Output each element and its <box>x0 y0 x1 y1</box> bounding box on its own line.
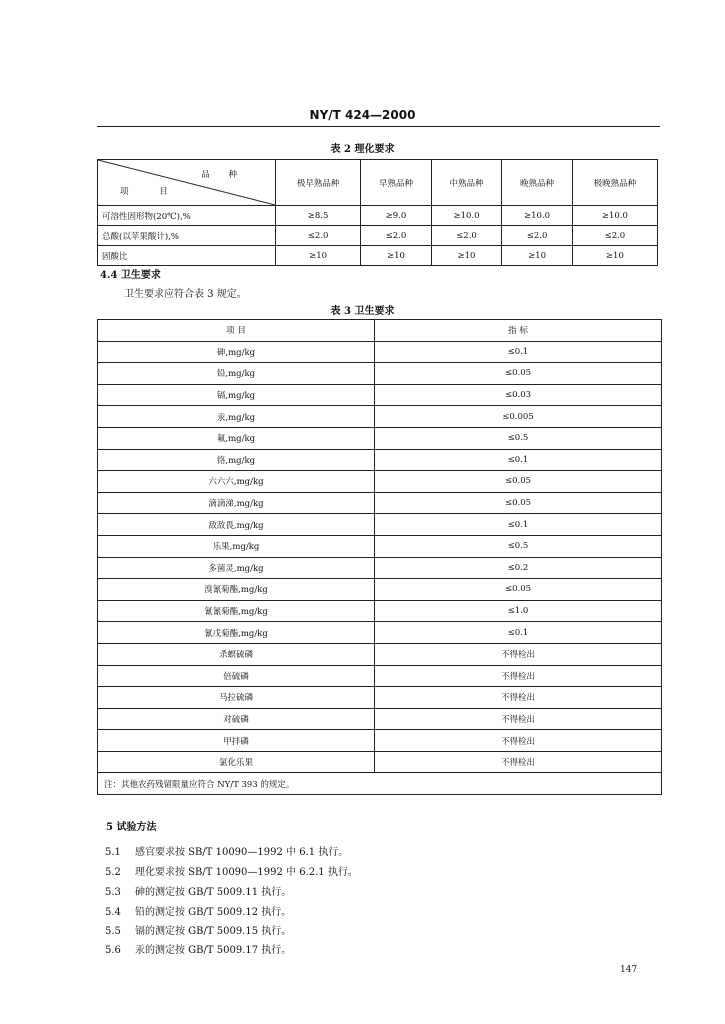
row-item: 总酸(以苹果酸计),% <box>98 226 276 246</box>
table-row <box>98 363 662 385</box>
row-item: 氰氰菊酯,mg/kg <box>98 600 375 622</box>
table-note-row <box>98 773 662 795</box>
table-row <box>98 449 662 471</box>
table3 <box>97 319 662 795</box>
item-number: 5.2 <box>105 867 121 878</box>
table-note: 注：其他农药残留限量应符合 NY/T 393 的规定。 <box>98 773 662 795</box>
row-value: ≤0.5 <box>375 427 662 449</box>
row-item: 固酸比 <box>98 246 276 266</box>
row-value: ≥9.0 <box>361 206 432 226</box>
item-text: 理化要求按 SB/T 10090—1992 中 6.2.1 执行。 <box>135 867 358 878</box>
row-item: 马拉硫磷 <box>98 687 375 709</box>
table-row <box>98 226 658 246</box>
row-value: ≤0.1 <box>375 622 662 644</box>
table-row <box>98 341 662 363</box>
table-row <box>98 708 662 730</box>
column-header: 早熟品种 <box>361 160 432 206</box>
table-row <box>98 246 658 266</box>
table-row <box>98 665 662 687</box>
item-number: 5.1 <box>105 847 121 858</box>
list-item <box>105 883 291 898</box>
row-value: ≥10.0 <box>431 206 502 226</box>
row-item: 六六六,mg/kg <box>98 471 375 493</box>
column-header-value: 指 标 <box>375 320 662 342</box>
row-item: 氯化乐果 <box>98 751 375 773</box>
row-value: ≤0.1 <box>375 514 662 536</box>
row-value: ≤1.0 <box>375 600 662 622</box>
row-value: 不得检出 <box>375 730 662 752</box>
header-item-label: 项 目 <box>120 187 182 197</box>
row-value: 不得检出 <box>375 687 662 709</box>
row-value: 不得检出 <box>375 708 662 730</box>
row-value: ≥10 <box>502 246 573 266</box>
row-value: ≤0.005 <box>375 406 662 428</box>
table2-caption: 表 2 理化要求 <box>330 144 395 155</box>
table-row <box>98 492 662 514</box>
table-row <box>98 384 662 406</box>
list-item <box>105 843 348 858</box>
row-item: 砷,mg/kg <box>98 341 375 363</box>
column-header: 中熟品种 <box>431 160 502 206</box>
row-item: 溴氰菊酯,mg/kg <box>98 579 375 601</box>
row-item: 敌敌畏,mg/kg <box>98 514 375 536</box>
row-value: 不得检出 <box>375 665 662 687</box>
header-rule <box>97 126 660 127</box>
item-number: 5.6 <box>105 945 121 956</box>
row-value: ≥10 <box>572 246 657 266</box>
column-header: 极早熟品种 <box>276 160 361 206</box>
row-item: 乐果,mg/kg <box>98 535 375 557</box>
row-item: 滴滴涕,mg/kg <box>98 492 375 514</box>
item-text: 铅的测定按 GB/T 5009.12 执行。 <box>135 907 292 918</box>
table3-caption: 表 3 卫生要求 <box>330 306 395 317</box>
row-value: ≥10.0 <box>572 206 657 226</box>
table-row <box>98 427 662 449</box>
row-value: 不得检出 <box>375 643 662 665</box>
column-header: 极晚熟品种 <box>572 160 657 206</box>
table-row <box>98 730 662 752</box>
header-variety-label: 品 种 <box>201 170 245 180</box>
table2 <box>97 159 658 266</box>
row-value: ≥10.0 <box>502 206 573 226</box>
table-row <box>98 535 662 557</box>
row-item: 对硫磷 <box>98 708 375 730</box>
row-value: ≤0.2 <box>375 557 662 579</box>
document-code: NY/T 424—2000 <box>309 108 416 122</box>
table-row <box>98 471 662 493</box>
table-header-row <box>98 160 658 206</box>
row-value: ≤0.05 <box>375 492 662 514</box>
table-row <box>98 643 662 665</box>
list-item <box>105 863 358 878</box>
table-row <box>98 206 658 226</box>
item-text: 砷的测定按 GB/T 5009.11 执行。 <box>135 887 292 898</box>
row-value: 不得检出 <box>375 751 662 773</box>
row-value: ≤0.1 <box>375 449 662 471</box>
row-value: ≥8.5 <box>276 206 361 226</box>
table-row <box>98 579 662 601</box>
row-value: ≤2.0 <box>361 226 432 246</box>
table-row <box>98 557 662 579</box>
row-value: ≤0.5 <box>375 535 662 557</box>
row-value: ≤2.0 <box>572 226 657 246</box>
row-item: 甲拌磷 <box>98 730 375 752</box>
diagonal-header-cell <box>98 160 276 206</box>
table-row <box>98 751 662 773</box>
row-value: ≤0.05 <box>375 579 662 601</box>
row-item: 汞,mg/kg <box>98 406 375 428</box>
item-text: 汞的测定按 GB/T 5009.17 执行。 <box>135 945 292 956</box>
row-value: ≤0.05 <box>375 363 662 385</box>
row-value: ≥10 <box>361 246 432 266</box>
row-item: 可溶性固形物(20℃),% <box>98 206 276 226</box>
row-item: 杀螟硫磷 <box>98 643 375 665</box>
row-value: ≤0.1 <box>375 341 662 363</box>
column-header: 晚熟品种 <box>502 160 573 206</box>
row-value: ≤0.05 <box>375 471 662 493</box>
row-value: ≤2.0 <box>502 226 573 246</box>
item-text: 感官要求按 SB/T 10090—1992 中 6.1 执行。 <box>135 847 349 858</box>
row-value: ≥10 <box>431 246 502 266</box>
row-item: 铅,mg/kg <box>98 363 375 385</box>
section-4-4-heading: 4.4 卫生要求 <box>100 270 161 281</box>
item-text: 镉的测定按 GB/T 5009.15 执行。 <box>135 926 292 937</box>
table-row <box>98 600 662 622</box>
row-item: 铬,mg/kg <box>98 449 375 471</box>
diagonal-line <box>98 160 275 205</box>
section-4-4-text: 卫生要求应符合表 3 规定。 <box>124 289 247 300</box>
row-item: 多菌灵,mg/kg <box>98 557 375 579</box>
list-item <box>105 903 291 918</box>
list-item <box>105 941 291 956</box>
row-value: ≤0.03 <box>375 384 662 406</box>
item-number: 5.5 <box>105 926 121 937</box>
item-number: 5.4 <box>105 907 121 918</box>
row-item: 氟,mg/kg <box>98 427 375 449</box>
item-number: 5.3 <box>105 887 121 898</box>
column-header-item: 项 目 <box>98 320 375 342</box>
row-value: ≤2.0 <box>276 226 361 246</box>
table3-body <box>98 341 662 773</box>
section-5-heading: 5 试验方法 <box>106 822 157 833</box>
table-row <box>98 687 662 709</box>
row-item: 倍硫磷 <box>98 665 375 687</box>
row-value: ≤2.0 <box>431 226 502 246</box>
row-value: ≥10 <box>276 246 361 266</box>
list-item <box>105 922 291 937</box>
page-number: 147 <box>620 965 638 975</box>
table-row <box>98 514 662 536</box>
table-header-row <box>98 320 662 342</box>
row-item: 氰戊菊酯,mg/kg <box>98 622 375 644</box>
table-row <box>98 622 662 644</box>
row-item: 镉,mg/kg <box>98 384 375 406</box>
table-row <box>98 406 662 428</box>
